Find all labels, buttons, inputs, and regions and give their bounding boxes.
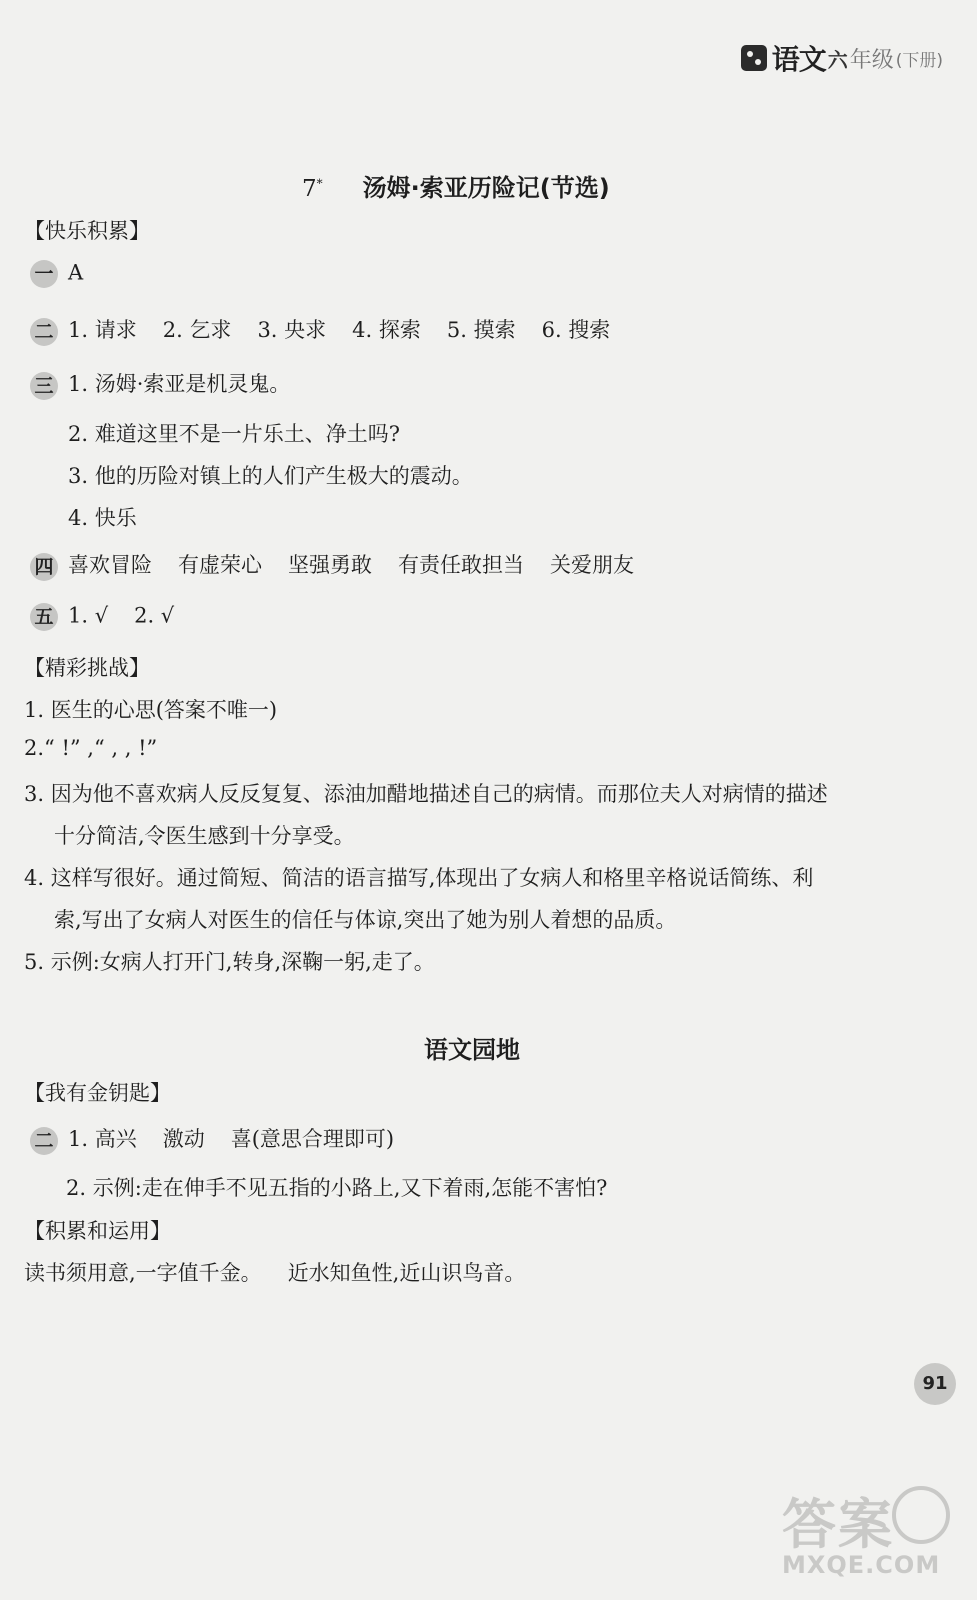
item-badge: 三 bbox=[30, 372, 58, 400]
answer-item-3-2: 2. 难道这里不是一片乐土、净土吗? bbox=[68, 422, 400, 446]
answer-item-5 bbox=[30, 603, 174, 631]
page-number: 91 bbox=[914, 1363, 956, 1405]
watermark-ring-icon bbox=[892, 1486, 950, 1544]
garden-proverbs bbox=[24, 1257, 525, 1287]
item-badge: 五 bbox=[30, 603, 58, 631]
answer-part: 关爱朋友 bbox=[550, 553, 634, 577]
challenge-line-3-cont: 十分简洁,令医生感到十分享受。 bbox=[54, 824, 355, 848]
answer-part: 2. 乞求 bbox=[162, 318, 232, 342]
answer-part: 3. 央求 bbox=[257, 318, 327, 342]
lesson-title bbox=[302, 168, 610, 203]
answer-part: 5. 摸索 bbox=[446, 318, 516, 342]
challenge-line-4-cont: 索,写出了女病人对医生的信任与体谅,突出了她为别人着想的品质。 bbox=[54, 908, 677, 932]
answer-part: 6. 搜索 bbox=[541, 318, 611, 342]
answer-part: 激动 bbox=[162, 1127, 205, 1151]
challenge-line-2: 2.“ !” ,“ , , !” bbox=[24, 736, 158, 760]
item-badge: 四 bbox=[30, 553, 58, 581]
answer-item-4 bbox=[30, 549, 634, 581]
garden-title: 语文园地 bbox=[424, 1036, 520, 1064]
answer-part: 有虚荣心 bbox=[178, 553, 262, 577]
answer-part: 4. 探索 bbox=[352, 318, 421, 342]
item-badge: 一 bbox=[30, 260, 58, 288]
section-heading-challenge: 【精彩挑战】 bbox=[24, 656, 150, 680]
answer-item-3-4: 4. 快乐 bbox=[68, 506, 137, 530]
answer-text: A bbox=[68, 260, 84, 285]
book-header bbox=[741, 38, 943, 78]
proverb: 读书须用意,一字值千金。 bbox=[24, 1261, 262, 1285]
watermark-url: MXQE.COM bbox=[782, 1551, 941, 1579]
proverb: 近水知鱼性,近山识鸟音。 bbox=[287, 1261, 526, 1285]
garden-item-1 bbox=[30, 1123, 394, 1155]
answer-part: 1. √ bbox=[68, 603, 109, 628]
answer-part: 喜欢冒险 bbox=[68, 553, 152, 577]
challenge-line-5: 5. 示例:女病人打开门,转身,深鞠一躬,走了。 bbox=[24, 950, 435, 974]
header-grade-digit: 六 bbox=[827, 47, 848, 72]
section-heading-happy-accumulation: 【快乐积累】 bbox=[24, 219, 150, 243]
item-badge: 二 bbox=[30, 1127, 58, 1155]
answer-part: 2. √ bbox=[134, 603, 175, 628]
section-heading-golden-key: 【我有金钥匙】 bbox=[24, 1081, 171, 1105]
answer-part: 坚强勇敢 bbox=[288, 553, 372, 577]
watermark-text: 答案 bbox=[782, 1493, 894, 1556]
header-brand: 语文 bbox=[771, 43, 826, 76]
answer-part: 1. 请求 bbox=[68, 318, 137, 342]
header-grade-word: 年级 bbox=[849, 47, 894, 73]
challenge-line-4: 4. 这样写很好。通过简短、简洁的语言描写,体现出了女病人和格里辛格说话简练、利 bbox=[24, 866, 814, 890]
header-volume: (下册) bbox=[895, 50, 943, 71]
item-badge: 二 bbox=[30, 318, 58, 346]
answer-part: 1. 高兴 bbox=[68, 1127, 137, 1151]
section-heading-accumulate-apply: 【积累和运用】 bbox=[24, 1219, 171, 1243]
garden-item-2: 2. 示例:走在伸手不见五指的小路上,又下着雨,怎能不害怕? bbox=[66, 1176, 608, 1200]
lesson-number: 7* bbox=[302, 176, 323, 202]
answer-text: 1. 汤姆·索亚是机灵鬼。 bbox=[68, 372, 291, 396]
answer-item-3-3: 3. 他的历险对镇上的人们产生极大的震动。 bbox=[68, 464, 473, 488]
challenge-line-3: 3. 因为他不喜欢病人反反复复、添油加醋地描述自己的病情。而那位夫人对病情的描述 bbox=[24, 782, 828, 806]
watermark-logo bbox=[782, 1482, 952, 1579]
challenge-line-1: 1. 医生的心思(答案不唯一) bbox=[24, 698, 278, 722]
dice-logo-icon bbox=[741, 45, 767, 71]
answer-part: 喜(意思合理即可) bbox=[230, 1127, 395, 1151]
answer-item-2 bbox=[30, 314, 610, 346]
answer-item-1 bbox=[30, 260, 83, 288]
answer-item-3 bbox=[30, 368, 290, 400]
lesson-title-text: 汤姆·索亚历险记(节选) bbox=[362, 174, 610, 202]
answer-part: 有责任敢担当 bbox=[398, 553, 524, 577]
